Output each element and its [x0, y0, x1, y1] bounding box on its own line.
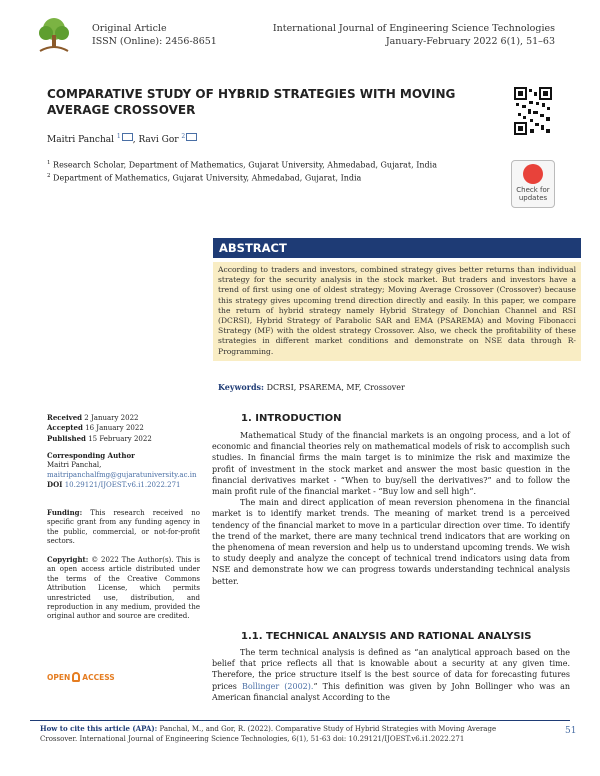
- accepted-date: 16 January 2022: [85, 424, 144, 433]
- page-number: 51: [565, 726, 577, 736]
- issue-info: January-February 2022 6(1), 51–63: [385, 36, 555, 47]
- keywords: [218, 382, 405, 392]
- authors: Maitri Panchal $^1$ , Ravi Gor $^2$: [47, 133, 197, 145]
- journal-logo: [32, 15, 76, 57]
- cite-label: How to cite this article (APA):: [40, 724, 158, 733]
- email-icon[interactable]: [122, 133, 133, 141]
- abstract-text: According to traders and investors, combined strategy gives better returns than individual strategy for the security analysis in the stock market. But traders and investors have a trend of first using one of oldest strategy; Moving Average Crossover (Crossover) because this strategy gives upcoming trend direction directly and easily. In this paper, we compare the return of hybrid strategy namely Hybrid Strategy of Donchian Channel and RSI (DCRSI), Hybrid Strategy of Parabolic SAR and EMA (PSAREMA) and Moving Fibonacci Strategy (MF) with the oldest strategy Crossover. Also, we check the profitability of these strategies in different market conditions and demonstrate on NSE data through R-Programming.: [213, 262, 581, 361]
- received-date: 2 January 2022: [84, 414, 139, 422]
- open-access-logo: OPEN ACCESS: [47, 673, 115, 682]
- corresponding-name: Maitri Panchal,: [47, 461, 102, 470]
- copyright-note: Copyright: © 2022 The Author(s). This is an open access article distributed under the terms of the Creative Commons Attribution License, which permits unrestricted use, distribution, and reproduction in any medium, provided the original author and source are credited.: [47, 555, 200, 621]
- keywords-text: DCRSI, PSAREMA, MF, Crossover: [266, 383, 405, 392]
- header-right: [273, 22, 555, 48]
- doi-link[interactable]: 10.29121/IJOEST.v6.i1.2022.271: [64, 481, 181, 490]
- header-left: [92, 22, 217, 48]
- author-sup: 2: [181, 133, 186, 140]
- article-type: Original Article: [92, 23, 167, 34]
- article-title: COMPARATIVE STUDY OF HYBRID STRATEGIES WITH MOVING AVERAGE CROSSOVER: [47, 87, 456, 117]
- affiliations: [47, 158, 437, 183]
- issn: ISSN (Online): 2456-8651: [92, 36, 217, 47]
- check-for-updates-badge[interactable]: Check for updates: [511, 160, 555, 208]
- paragraph: Mathematical Study of the financial markets is an ongoing process, and a lot of economic and financial theories rely on mathematical models of risk to accomplish such studies. In financial firms the main target is to minimize the risk and maximize the profit of investment in the stock market and answer the most basic question in the financial derivatives market - “When to buy/sell the derivatives?” and to follow the main profit rule of the financial market - “Buy low and sell high”.: [212, 431, 570, 497]
- technical-analysis-body: The term technical analysis is defined as “an analytical approach based on the belief that price reflects all that is knowable about a security at any given time. Therefore, the price structure itself is the best source of data for forecasting futures prices Bollinger (2002).” This definition was given by John Bollinger who was an American financial analyst According to the: [212, 648, 571, 702]
- corresponding-author: Corresponding Author Maitri Panchal, maitripanchalfmg@gujaratuniversity.ac.in DOI 10.29121/IJOEST.v6.i1.2022.271: [47, 451, 200, 491]
- check-updates-icon: [523, 164, 543, 184]
- footer-divider: [30, 720, 570, 721]
- journal-name: International Journal of Engineering Science Technologies: [272, 23, 555, 34]
- introduction-body: [212, 430, 570, 587]
- citation-link[interactable]: Bollinger (2002).: [241, 681, 314, 691]
- abstract-heading: ABSTRACT: [213, 238, 581, 258]
- affiliation: $^1$ Research Scholar, Department of Mathematics, Gujarat University, Ahmedabad, Gujarat, India: [47, 160, 437, 170]
- section-heading-introduction: 1. INTRODUCTION: [241, 413, 342, 424]
- author-name: Ravi Gor: [138, 135, 179, 145]
- qr-code[interactable]: [514, 87, 552, 135]
- author-sup: 1: [116, 133, 121, 140]
- email-icon[interactable]: [186, 133, 197, 141]
- affiliation: $^2$ Department of Mathematics, Gujarat University, Ahmedabad, Gujarat, India: [47, 172, 362, 183]
- funding-note: Funding: This research received no specific grant from any funding agency in the public, commercial, or not-for-profit sectors.: [47, 508, 200, 546]
- corresponding-email[interactable]: maitripanchalfmg@gujaratuniversity.ac.in: [47, 470, 197, 479]
- paragraph: The main and direct application of mean reversion phenomena in the financial market is to identify market trends. The meaning of market trend is a perceived tendency of the financial market to move in a particular direction over time. To identify the trend of the market, there are many technical trend indicators that are working on the phenomena of mean reversion and help us to understand upcoming trends. We wish to study deeply and analyze the concept of technical trend indicators using data from NSE and demonstrate how we can progress towards understanding technical analysis better.: [212, 498, 570, 586]
- author-name: Maitri Panchal: [47, 135, 115, 145]
- section-heading-technical-analysis: 1.1. TECHNICAL ANALYSIS AND RATIONAL ANALYSIS: [241, 631, 532, 642]
- published-date: 15 February 2022: [88, 434, 152, 443]
- open-access-lock-icon: [72, 672, 80, 682]
- how-to-cite: How to cite this article (APA): Panchal, M., and Gor, R. (2022). Comparative Study of Hybrid Strategies with Moving Average Crossover. International Journal of Engineering Science Technologies, 6(1), 51-63 doi: 10.29121/IJOEST.v6.i1.2022.271: [40, 724, 497, 743]
- keywords-label: Keywords:: [218, 382, 265, 392]
- corresponding-label: Corresponding Author: [47, 451, 135, 460]
- article-dates: Received 2 January 2022 Accepted 16 January 2022 Published 15 February 2022: [47, 413, 152, 443]
